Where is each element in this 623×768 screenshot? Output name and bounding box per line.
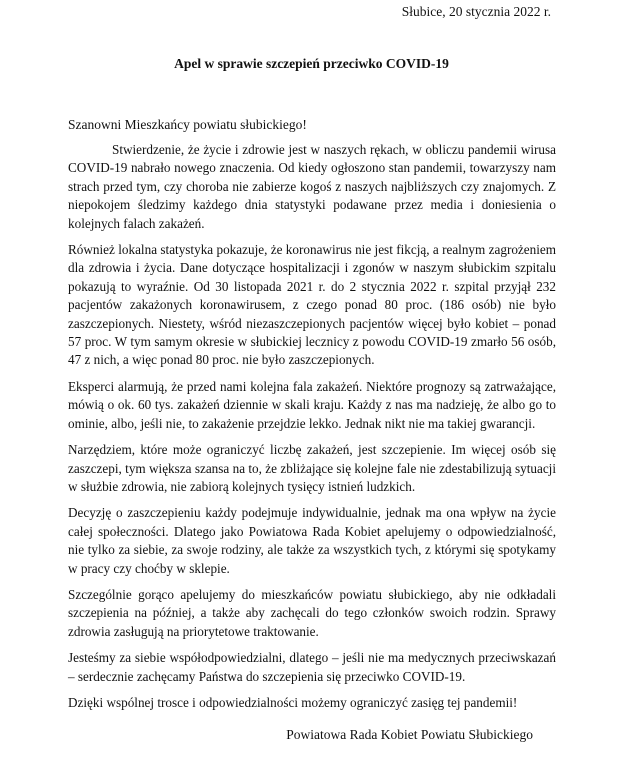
paragraph: Narzędziem, które może ograniczyć liczbę zakażeń, jest szczepienie. Im więcej osób się zaszczepi, tym większa szansa na to, że zbliżające się kolejne fale nie zdestabilizują sytuacji w służbie zdrowia, nie zabiorą kolejnych tysięcy istnień ludzkich. xyxy=(68,442,556,494)
paragraph: Szczególnie gorąco apelujemy do mieszkańców powiatu słubickiego, aby nie odkładali szczepienia na później, a także aby zachęcali do tego członków swoich rodzin. Sprawy zdrowia zasługują na priorytetowe traktowanie. xyxy=(68,586,556,639)
paragraph: Dzięki wspólnej trosce i odpowiedzialności możemy ograniczyć zasięg tej pandemii! xyxy=(68,694,518,710)
paragraph: Eksperci alarmują, że przed nami kolejna fala zakażeń. Niektóre prognozy są zatrważające, mówią o ok. 60 tys. zakażeń dziennie w skali kraju. Każdy z nas ma nadzieję, że albo go to ominie, albo, jeśli nie, to zakażenie przejdzie lekko. Jednak nikt nie ma takiej gwarancji. xyxy=(68,378,556,431)
paragraph: Jesteśmy za siebie współodpowiedzialni, dlatego – jeśli nie ma medycznych przeciwskazań – serdecznie zachęcamy Państwa do szczepienia się przeciwko COVID-19. xyxy=(68,650,556,684)
signature: Powiatowa Rada Kobiet Powiatu Słubickiego xyxy=(286,727,533,742)
paragraph: Również lokalna statystyka pokazuje, że koronawirus nie jest fikcją, a realnym zagrożeniem dla zdrowia i życia. Dane dotyczące hospitalizacji i zgonów w naszym słubickim szpitalu pokazują to wyraźnie. Od 30 listopada 2021 r. do 2 stycznia 2022 r. szpital przyjął 232 pacjentów zakażonych koronawirusem, z czego ponad 80 proc. (186 osób) nie było zaszczepionych. Niestety, wśród niezaszczepionych pacjentów więcej było kobiet – ponad 57 proc. W tym samym okresie w słubickiej lecznicy z powodu COVID-19 zmarło 56 osób, 47 z nich, a więc ponad 80 proc. nie było zaszczepionych. xyxy=(68,242,556,368)
greeting: Szanowni Mieszkańcy powiatu słubickiego! xyxy=(68,117,307,132)
letter-title: Apel w sprawie szczepień przeciwko COVID-19 xyxy=(174,56,449,71)
paragraph: Decyzję o zaszczepieniu każdy podejmuje indywidualnie, jednak ma ona wpływ na życie całej społeczności. Dlatego jako Powiatowa Rada Kobiet apelujemy o odpowiedzialność, nie tylko za siebie, za swoje rodziny, ale także za wszystkich tych, z którymi się spotykamy w pracy czy choćby w sklepie. xyxy=(68,505,556,576)
paragraph: Stwierdzenie, że życie i zdrowie jest w naszych rękach, w obliczu pandemii wirusa COVID-19 nabrało nowego znaczenia. Od kiedy ogłoszono stan pandemii, towarzyszy nam strach przed tym, czy choroba nie zabierze kogoś z naszych najbliższych czy znajomych. Z niepokojem śledzimy każdego dnia statystyki podawane przez media i doniesienia o kolejnych falach zakażeń. xyxy=(68,142,556,231)
letter-body xyxy=(68,141,556,720)
place-date: Słubice, 20 stycznia 2022 r. xyxy=(401,4,551,19)
